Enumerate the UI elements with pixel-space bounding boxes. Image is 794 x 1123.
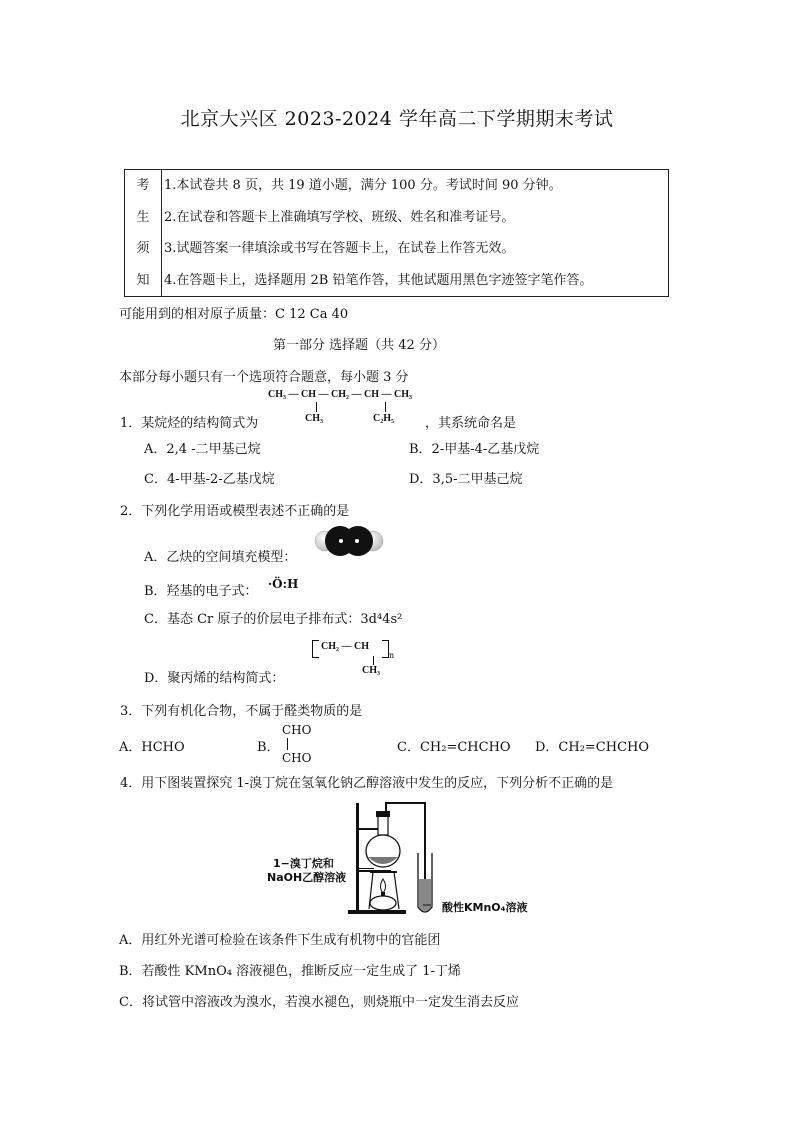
q1-option-a: A．2,4 -二甲基己烷 <box>144 442 261 457</box>
page-title: 北京大兴区 2023-2024 学年高二下学期期末考试 <box>180 108 614 130</box>
q1-stem: 1．某烷烃的结构简式为 <box>120 416 259 431</box>
apparatus-label-tube: 酸性KMnO₄溶液 <box>442 901 528 914</box>
exam-notice-table <box>124 169 669 297</box>
acetylene-space-filling-model <box>312 524 386 558</box>
polymer-right-bracket <box>382 640 389 658</box>
notice-item: 4.在答题卡上，选择题用 2B 铅笔作答，其他试题用黑色字迹签字笔作答。 <box>164 272 593 288</box>
q1-formula-substituent: C₂H₅ <box>373 413 394 424</box>
section-instruction: 本部分每小题只有一个选项符合题意，每小题 3 分 <box>119 370 409 385</box>
polypropylene-repeat-unit: CH₂ — CH <box>321 641 369 652</box>
notice-side-char: 知 <box>136 272 150 288</box>
notice-side-char: 考 <box>136 178 150 193</box>
notice-side-label <box>125 170 162 297</box>
notice-items <box>162 170 669 297</box>
apparatus-leader-line <box>356 868 374 869</box>
q3-option-c: C．CH₂=CHCHO <box>397 740 511 755</box>
apparatus-diagram <box>345 795 455 919</box>
q1-structural-formula-main: CH₃ — CH — CH₂ — CH — CH₃ <box>268 389 412 400</box>
q4-option-c: C．将试管中溶液改为溴水，若溴水褪色，则烧瓶中一定发生消去反应 <box>119 995 519 1010</box>
notice-item: 3.试题答案一律填涂或书写在答题卡上，在试卷上作答无效。 <box>164 241 515 256</box>
notice-side-char: 须 <box>136 241 150 256</box>
polypropylene-methyl: CH₃ <box>362 665 380 676</box>
notice-item: 2.在试卷和答题卡上准确填写学校、班级、姓名和准考证号。 <box>164 209 515 225</box>
q2-stem: 2．下列化学用语或模型表述不正确的是 <box>120 504 350 519</box>
q3-option-a: A．HCHO <box>119 740 185 755</box>
q1-formula-bond <box>316 402 317 412</box>
q1-option-b: B．2-甲基-4-乙基戊烷 <box>409 442 540 457</box>
polymer-bond <box>373 656 374 665</box>
polymer-degree-n: n <box>389 651 395 660</box>
q3-option-d: D．CH₂=CHCHO <box>535 740 650 755</box>
hydroxyl-electron-formula: ·Ö:H <box>268 577 299 591</box>
q2-option-a: A．乙炔的空间填充模型： <box>144 550 297 565</box>
apparatus-label-flask-2: NaOH乙醇溶液 <box>267 871 347 884</box>
q1-stem-tail: ，其系统命名是 <box>425 416 517 431</box>
notice-side-char: 生 <box>136 209 150 225</box>
q4-stem: 4．用下图装置探究 1-溴丁烷在氢氧化钠乙醇溶液中发生的反应，下列分析不正确的是 <box>120 776 614 791</box>
q3-glyoxal-top: CHO <box>282 723 312 737</box>
q3-stem: 3．下列有机化合物，不属于醛类物质的是 <box>120 704 363 719</box>
q1-option-c: C．4-甲基-2-乙基戊烷 <box>144 472 275 487</box>
polymer-left-bracket <box>312 640 319 658</box>
apparatus-label-flask-1: 1−溴丁烷和 <box>273 857 334 870</box>
q4-option-a: A．用红外光谱可检验在该条件下生成有机物中的官能团 <box>119 933 441 948</box>
notice-item: 1.本试卷共 8 页，共 19 道小题，满分 100 分。考试时间 90 分钟。 <box>164 178 562 193</box>
q1-formula-substituent: CH₃ <box>305 413 323 424</box>
q2-option-c: C．基态 Cr 原子的价层电子排布式：3d⁴4s² <box>144 612 403 627</box>
q3-option-b-label: B． <box>257 740 280 755</box>
q1-formula-bond <box>385 402 386 412</box>
q1-option-d: D．3,5-二甲基己烷 <box>409 472 523 487</box>
atomic-mass-line: 可能用到的相对原子质量：C 12 Ca 40 <box>119 307 349 322</box>
section-title: 第一部分 选择题（共 42 分） <box>273 338 445 353</box>
q2-option-b: B．羟基的电子式： <box>144 584 258 599</box>
q3-glyoxal-bottom: CHO <box>282 751 312 765</box>
q2-option-d: D．聚丙烯的结构简式： <box>144 671 285 686</box>
q3-glyoxal-bond <box>287 738 288 750</box>
q4-option-b: B．若酸性 KMnO₄ 溶液褪色，推断反应一定生成了 1-丁烯 <box>119 964 461 979</box>
